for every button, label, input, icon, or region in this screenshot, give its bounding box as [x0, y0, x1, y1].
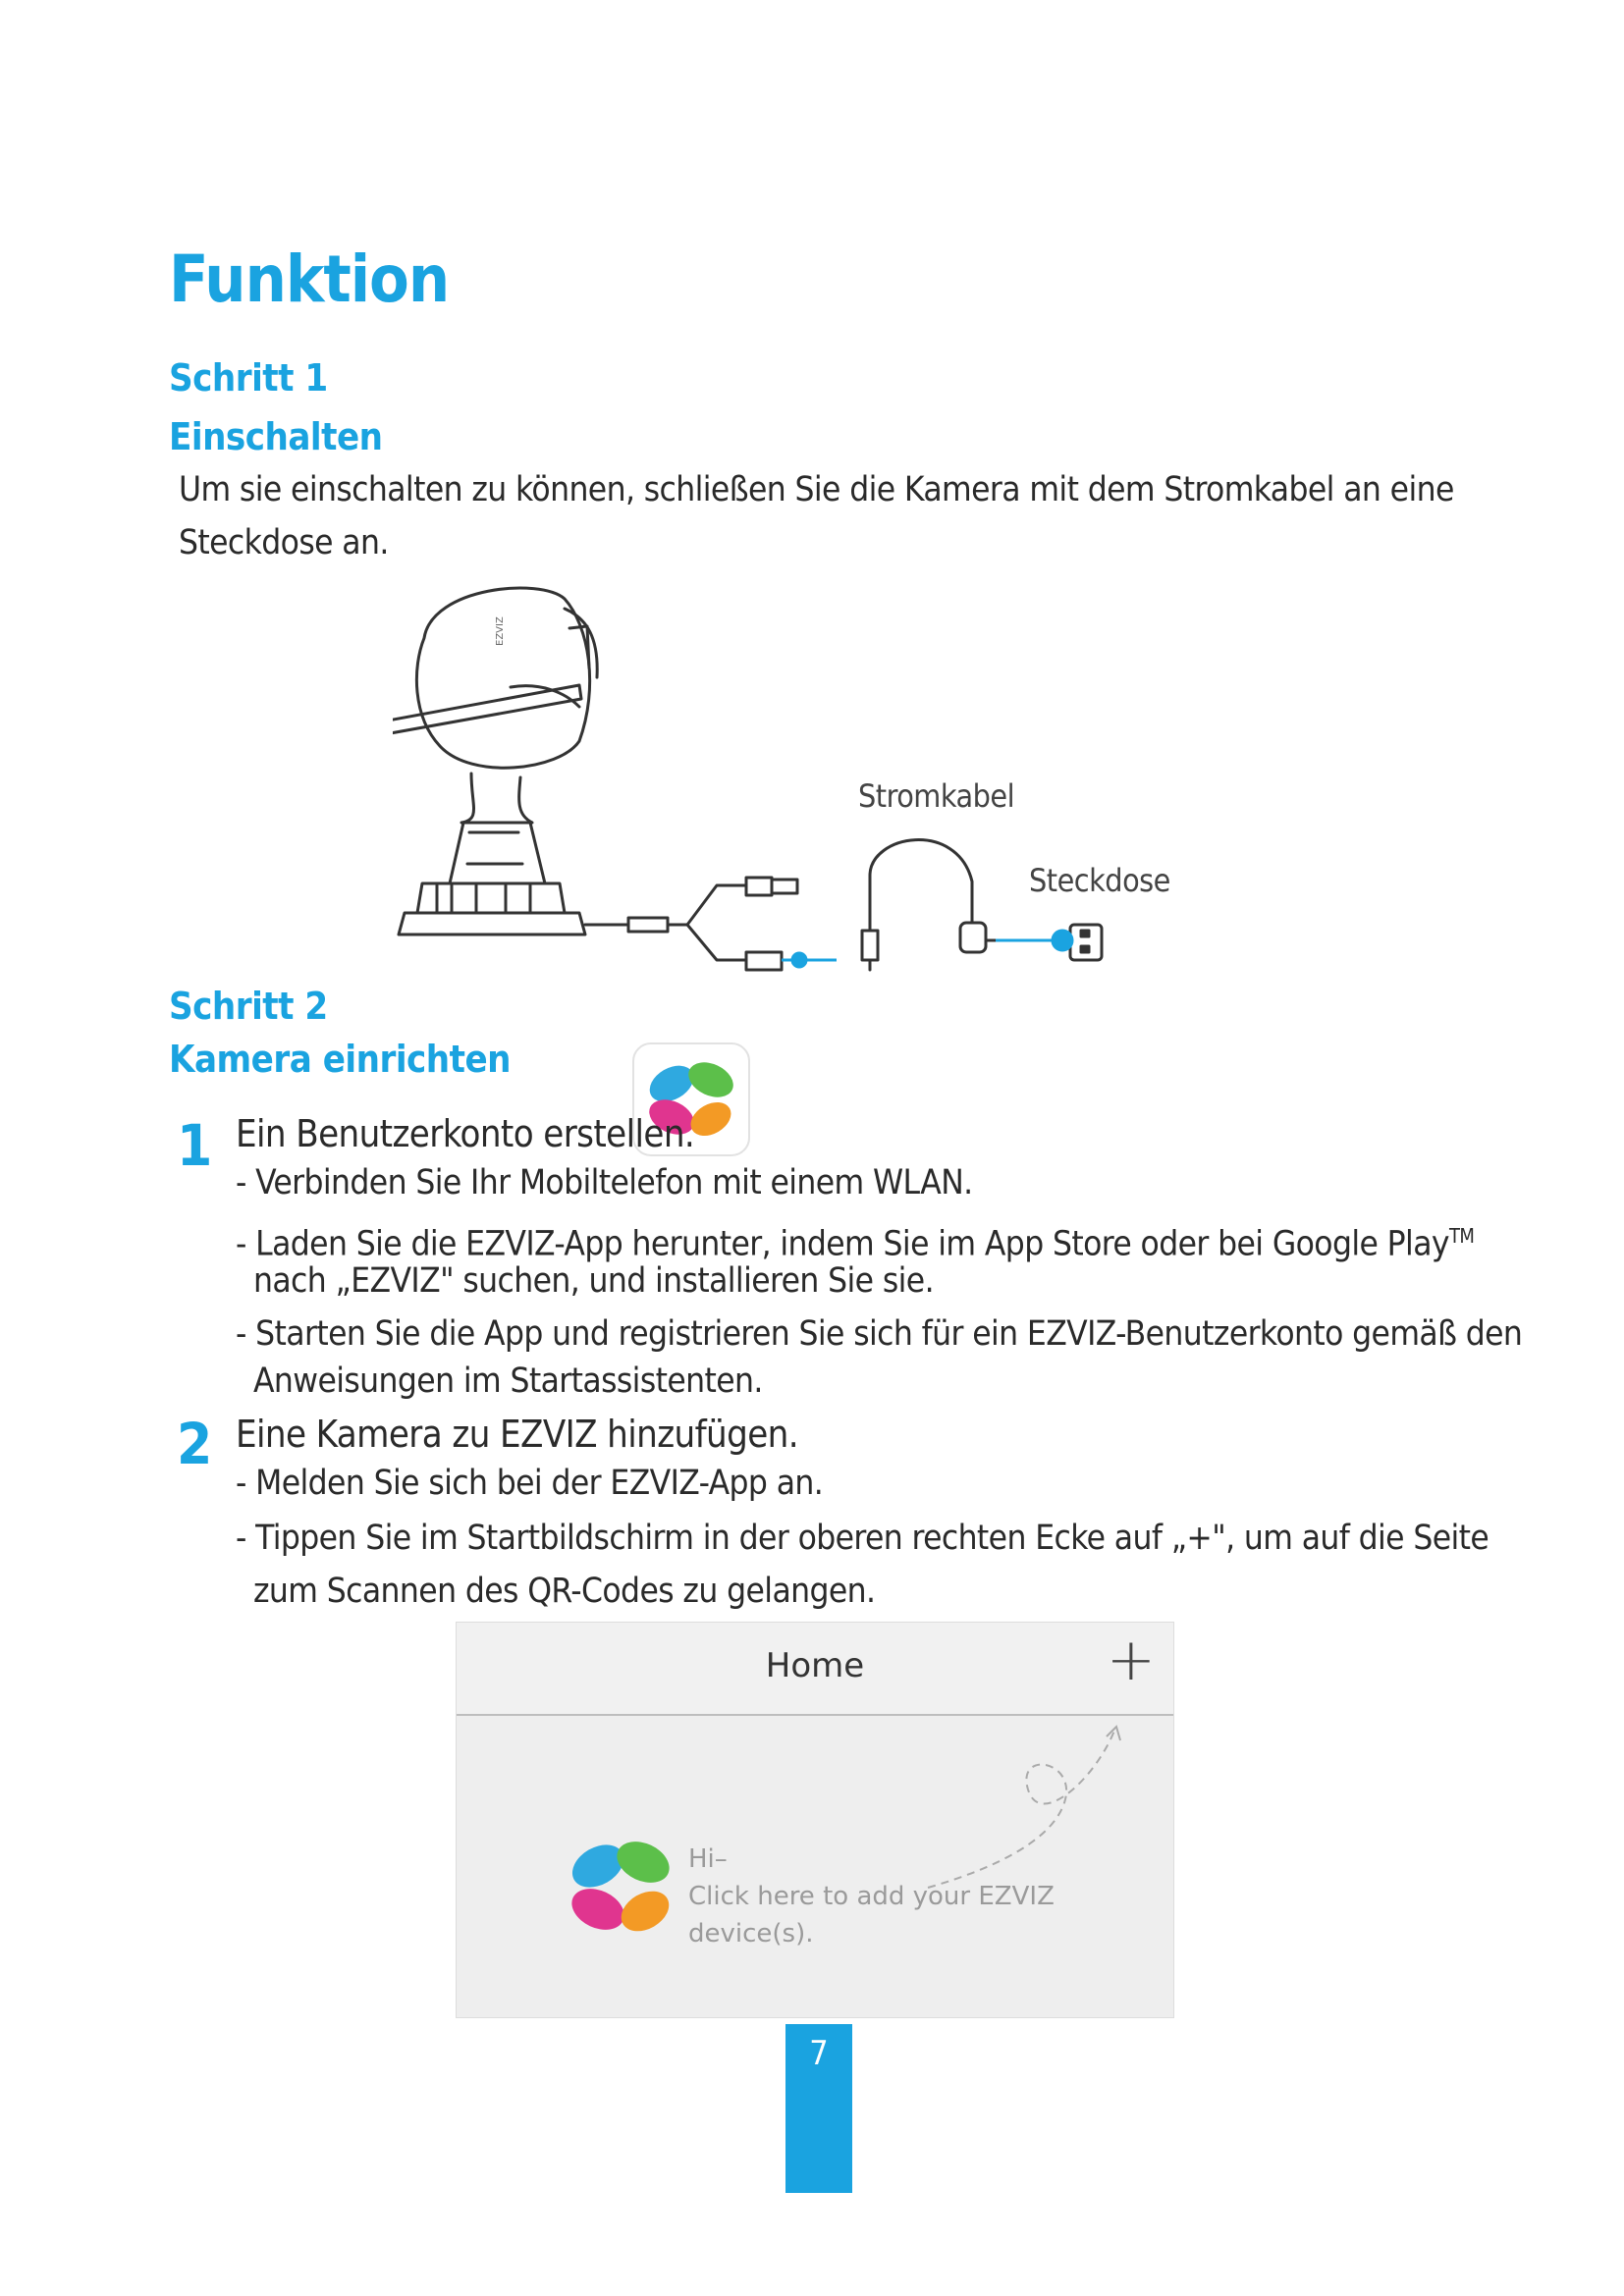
camera-power-diagram: [393, 569, 1139, 991]
step2-heading: Kamera einrichten: [169, 1038, 512, 1081]
item2-line2: - Tippen Sie im Startbildschirm in der oberen rechten Ecke auf „+", um auf die Seite: [236, 1519, 1489, 1558]
app-header: [457, 1623, 1173, 1716]
item1-line4: - Starten Sie die App und registrieren Sie sich für ein EZVIZ-Benutzerkonto gemäß den: [236, 1314, 1523, 1354]
step2-label: Schritt 2: [169, 985, 328, 1028]
hint-line3: device(s).: [688, 1919, 814, 1949]
label-steckdose: Steckdose: [1029, 862, 1170, 899]
step1-text-line2: Steckdose an.: [179, 523, 389, 562]
item2-line1: - Melden Sie sich bei der EZVIZ-App an.: [236, 1464, 824, 1503]
item1-line3: nach „EZVIZ" suchen, und installieren Sie sie.: [253, 1261, 934, 1301]
item1-line2-text: - Laden Sie die EZVIZ-App herunter, indem Sie im App Store oder bei Google Play: [236, 1224, 1449, 1264]
item1-line1: - Verbinden Sie Ihr Mobiltelefon mit einem WLAN.: [236, 1163, 973, 1202]
item1-title: Ein Benutzerkonto erstellen.: [236, 1112, 695, 1155]
label-stromkabel: Stromkabel: [858, 777, 1015, 815]
camera-body-shape: [416, 588, 589, 768]
ezviz-logo-icon: [563, 1831, 680, 1945]
item-number-1: 1: [177, 1112, 213, 1179]
add-device-hint[interactable]: [688, 1841, 1055, 1952]
svg-text:EZVIZ: EZVIZ: [495, 616, 506, 646]
page-number-tab: [785, 2024, 852, 2193]
page-title: Funktion: [169, 241, 450, 317]
page-number: 7: [809, 2034, 829, 2073]
app-home-title: Home: [765, 1646, 865, 1685]
item-number-2: 2: [177, 1411, 213, 1477]
add-device-plus-icon[interactable]: +: [1106, 1626, 1156, 1694]
item2-line3: zum Scannen des QR-Codes zu gelangen.: [253, 1572, 876, 1611]
hint-line1: Hi–: [688, 1844, 728, 1874]
app-home-screenshot: [456, 1622, 1174, 2018]
hint-line2: Click here to add your EZVIZ: [688, 1882, 1055, 1911]
step1-label: Schritt 1: [169, 356, 328, 400]
trademark-sup: TM: [1448, 1224, 1475, 1248]
step1-heading: Einschalten: [169, 415, 383, 458]
step1-text-line1: Um sie einschalten zu können, schließen Sie die Kamera mit dem Stromkabel an eine: [179, 470, 1454, 509]
item1-line5: Anweisungen im Startassistenten.: [253, 1362, 763, 1401]
item2-title: Eine Kamera zu EZVIZ hinzufügen.: [236, 1413, 798, 1456]
